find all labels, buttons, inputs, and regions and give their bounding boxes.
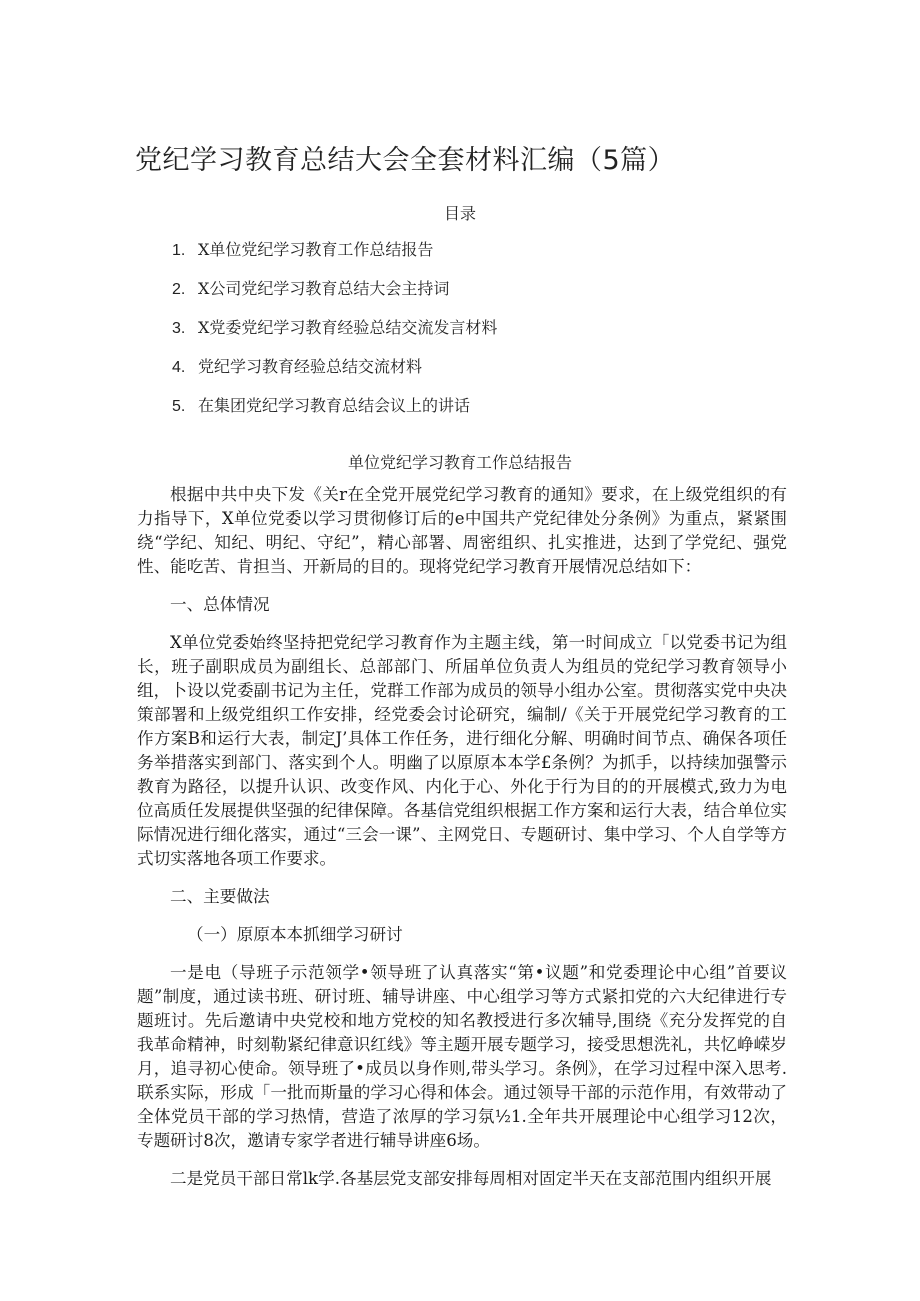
report-body — [137, 483, 787, 1205]
section-title: 单位党纪学习教育工作总结报告 — [347, 453, 572, 472]
toc-item-text: X党委党纪学习教育经验总结交流发言材料 — [198, 318, 498, 337]
toc-item-number: 3. — [172, 320, 186, 337]
toc-item — [172, 238, 497, 277]
toc-item-text: 在集团党纪学习教育总结会议上的讲话 — [198, 396, 471, 415]
overall-paragraph: X单位党委始终坚持把党纪学习教育作为主题主线，第一时间成立「以党委书记为组长，班子副职成员为副组长、总部部门、所届单位负责人为组员的党纪学习教育领导小组，卜设以党委副书记为主任，党群工作部为成员的领导小组办公室。贯彻落实党中央决策部署和上级党组织工作安排，经党委会讨论研究，编制/《关于开展党纪学习教育的工作方案B和运行大表，制定J’具体工作任务，进行细化分解、明确时间节点、确保各项任务举措落实到部门、落实到个人。明幽了以原原本本学£条例？为抓手，以持续加强警示教育为路径，以提升认识、改变作风、内化于心、外化于行为目的的开展模式,致力为电位高质任发展提供坚强的纪律保障。各基信党组织根据工作方案和运行大表，结合单位实际情况进行细化落实，通过“三会一课”、主网党日、专题研讨、集中学习、个人自学等方式切实落地各项工作要求。 — [137, 633, 787, 868]
heading-main-practices: 二、主要做法 — [170, 887, 270, 906]
table-of-contents — [172, 238, 497, 433]
toc-item — [172, 355, 497, 394]
toc-item-number: 4. — [172, 359, 186, 376]
intro-paragraph: 根据中共中央下发《关r在全党开展党纪学习教育的通知》要求，在上级党组织的有力指导下，X单位党委以学习贯彻修订后的e中国共产党纪律处分条例》为重点，紧紧围绕“学纪、知纪、明纪、守纪”，精心部署、周密组织、扎实推进，达到了学党纪、强党性、能吃苦、肯担当、开新局的目的。现将党纪学习教育开展情况总结如下： — [137, 485, 787, 576]
subheading-study: （一）原原本本抓细学习研讨 — [187, 925, 403, 944]
toc-item-number: 2. — [172, 281, 186, 298]
first-point-paragraph: 一是电（导班子示范领学•领导班了认真落实“第•议题”和党委理论中心组”首要议题”制度，通过读书班、研讨班、辅导讲座、中心组学习等方式紧扣党的六大纪律进行专题班讨。先后邀请中央党校和地方党校的知名教授进行多次辅导,围绕《充分发挥党的自我革命精神，时刻勒紧纪律意识红线》等主题开展专题学习，接受思想洗礼，共忆峥嵘岁月，追寻初心使命。领导班了•成员以身作则,带头学习。条例》，在学习过程中深入思考.联系实际，形成「一批而斯量的学习心得和体会。通过领导干部的示范作用，有效带动了全体党员干部的学习热情，营造了浓厚的学习氛½1.全年共开展理论中心组学习12次，专题研讨8次，邀请专家学者进行辅导讲座6场。 — [137, 963, 787, 1150]
heading-overall: 一、总体情况 — [170, 595, 270, 614]
toc-heading: 目录 — [443, 204, 476, 223]
toc-item — [172, 277, 497, 316]
toc-item-number: 1. — [172, 242, 186, 259]
toc-item-text: X单位党纪学习教育工作总结报告 — [198, 240, 434, 259]
document-title: 党纪学习教育总结大会全套材料汇编（5篇） — [135, 145, 676, 176]
toc-item-text: X公司党纪学习教育总结大会主持词 — [198, 279, 450, 298]
toc-item — [172, 394, 497, 433]
second-point-paragraph: 二是党员干部日常lk学.各基层党支部安排每周相对固定半天在支部范围内组织开展 — [170, 1169, 772, 1188]
toc-item-number: 5. — [172, 398, 186, 415]
toc-item — [172, 316, 497, 355]
toc-item-text: 党纪学习教育经验总结交流材料 — [198, 357, 423, 376]
